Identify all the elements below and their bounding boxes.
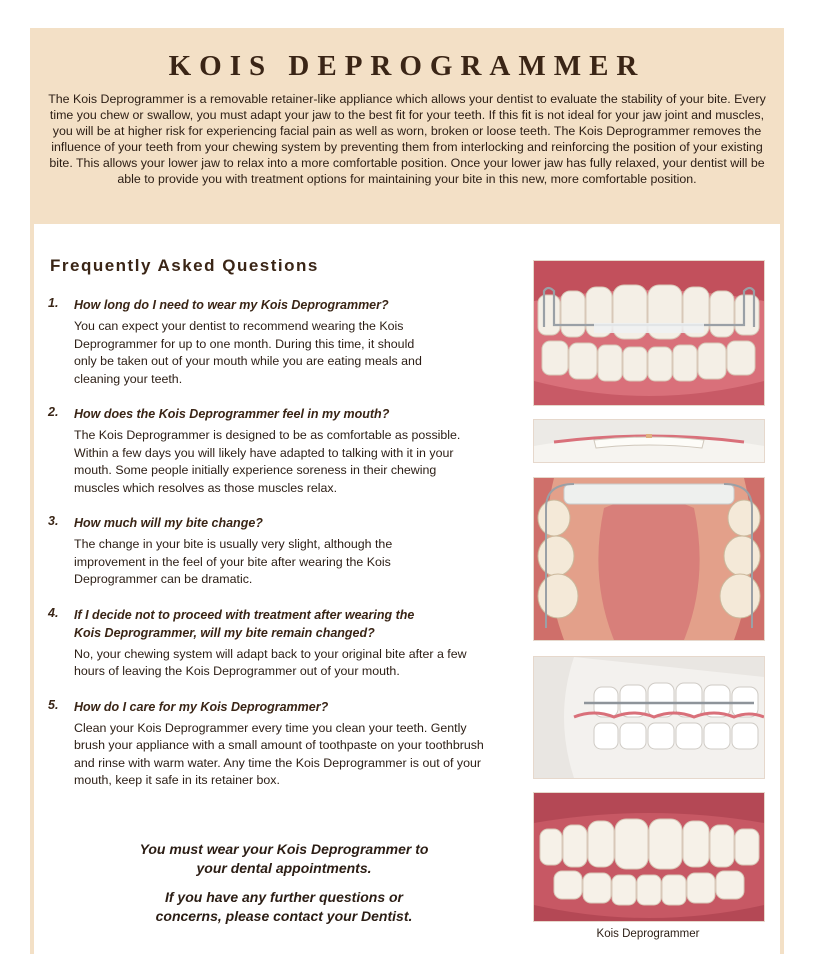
photo-appliance-edge <box>533 419 765 463</box>
faq-number: 5. <box>48 697 59 712</box>
faq-question: How does the Kois Deprogrammer feel in my mouth? <box>74 407 390 421</box>
photo-front-after <box>533 792 765 922</box>
faq-question: If I decide not to proceed with treatment after wearing the Kois Deprogrammer, will my bite remain changed? <box>74 607 415 640</box>
faq-number: 2. <box>48 405 59 419</box>
closing-notes <box>104 840 464 936</box>
faq-item <box>48 606 498 681</box>
faq-question: How do I care for my Kois Deprogrammer? <box>74 699 329 714</box>
model-side-image <box>534 657 764 778</box>
faq-answer: The Kois Deprogrammer is designed to be as comfortable as possible. Within a few days you will likely have adapted to talking with it in your mouth. Some people initially experience soreness in their chewing muscles which resolves as those muscles relax. <box>74 428 461 495</box>
faq-answer: You can expect your dentist to recommend wearing the Kois Deprogrammer for up to one month. During this time, it should only be taken out of your mouth while you are eating meals and cleaning your teeth. <box>74 319 422 386</box>
faq-item <box>48 296 422 388</box>
faq-question: How long do I need to wear my Kois Deprogrammer? <box>74 298 389 312</box>
header-panel <box>30 28 784 224</box>
photo-upper-arch <box>533 477 765 641</box>
front-smile-image <box>534 261 764 405</box>
faq-heading: Frequently Asked Questions <box>50 256 319 275</box>
photo-front-smile <box>533 260 765 406</box>
faq-list <box>48 296 498 790</box>
faq-number: 4. <box>48 605 59 620</box>
faq-number: 3. <box>48 514 59 528</box>
closing-contact-note: If you have any further questions or concerns, please contact your Dentist. <box>155 889 413 924</box>
faq-item <box>48 698 498 790</box>
faq-answer: No, your chewing system will adapt back to your original bite after a few hours of leaving the Kois Deprogrammer out of your mouth. <box>74 646 467 678</box>
intro-paragraph: The Kois Deprogrammer is a removable retainer-like appliance which allows your dentist to evaluate the stability of your bite. Every time you chew or swallow, you must adapt your jaw to the best fit for your teeth. If this fit is not ideal for your jaw joint and muscles, you will be at higher risk for experiencing facial pain as well as worn, broken or loose teeth. The Kois Deprogrammer removes the influence of your teeth from your chewing system by preventing them from interlocking and reinforcing the position of your existing bite. This allows your lower jaw to relax into a more comfortable position. Once your lower jaw has fully relaxed, your dentist will be able to provide you with treatment options for maintaining your bite in this new, more comfortable position. <box>48 92 766 186</box>
upper-arch-image <box>534 478 764 640</box>
faq-item <box>48 405 498 497</box>
photo-model-side <box>533 656 765 779</box>
front-after-image <box>534 793 764 921</box>
photo-caption: Kois Deprogrammer <box>596 928 700 940</box>
faq-answer: Clean your Kois Deprogrammer every time you clean your teeth. Gently brush your appliance with a small amount of toothpaste on your toothbrush and rinse with warm water. Any time the Kois Deprogrammer is out of your mouth, keep it safe in its retainer box. <box>74 720 484 787</box>
page-title: KOIS DEPROGRAMMER <box>168 50 646 82</box>
faq-item <box>48 514 498 589</box>
faq-question: How much will my bite change? <box>74 516 263 530</box>
faq-number: 1. <box>48 296 59 310</box>
closing-appointment-note: You must wear your Kois Deprogrammer to your dental appointments. <box>139 841 429 876</box>
faq-answer: The change in your bite is usually very slight, although the improvement in the feel of your bite after wearing the Kois Deprogrammer can be dramatic. <box>74 537 393 586</box>
content-panel <box>34 224 780 954</box>
appliance-edge-image <box>534 420 764 462</box>
